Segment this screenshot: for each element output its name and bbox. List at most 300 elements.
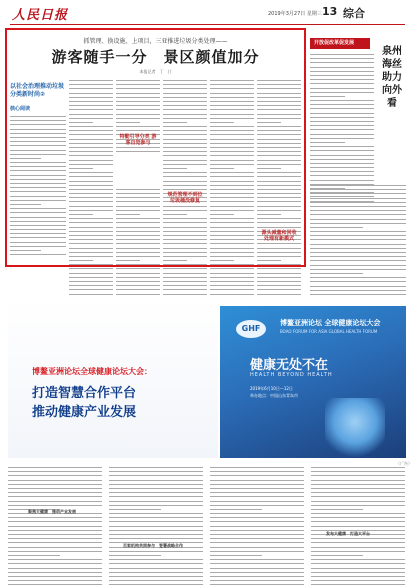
text-line [163, 160, 207, 161]
advert-photo [220, 306, 406, 458]
text-line [210, 555, 262, 556]
text-line [116, 122, 140, 123]
text-line [109, 526, 203, 527]
text-line [163, 268, 207, 269]
text-line [310, 265, 406, 266]
text-line [163, 264, 207, 265]
text-line [10, 133, 66, 134]
text-line [10, 141, 66, 142]
text-line [210, 84, 254, 85]
text-line [310, 79, 374, 80]
text-line [163, 277, 207, 278]
body-column [210, 467, 304, 582]
text-line [8, 467, 102, 468]
text-line [116, 273, 160, 274]
text-line [210, 559, 304, 560]
text-line [8, 580, 102, 581]
forum-name-english: BOAO FORUM FOR ASIA GLOBAL HEALTH FORUM [280, 329, 378, 334]
ghf-logo-icon: GHF [236, 320, 266, 338]
text-line [116, 289, 160, 290]
text-line [257, 101, 301, 102]
text-line [69, 285, 113, 286]
text-line [10, 170, 66, 171]
text-line [310, 256, 406, 257]
text-line [10, 116, 66, 117]
text-line [310, 273, 363, 274]
text-line [116, 206, 160, 207]
text-line [69, 256, 113, 257]
text-line [210, 547, 304, 548]
pull-quote: 规范管理不到位 垃圾桶没修复 [167, 192, 203, 204]
text-line [116, 285, 160, 286]
text-line [69, 151, 113, 152]
text-line [69, 201, 113, 202]
text-line [109, 521, 203, 522]
text-line [163, 126, 207, 127]
text-line [310, 198, 406, 199]
text-line [311, 547, 405, 548]
text-line [116, 256, 160, 257]
text-line [210, 551, 304, 552]
text-line [69, 122, 93, 123]
page-number: 13 [322, 5, 338, 18]
text-line [210, 538, 304, 539]
text-line [116, 222, 160, 223]
text-line [10, 120, 66, 121]
text-line [116, 118, 160, 119]
text-line [310, 100, 374, 101]
text-line [116, 189, 160, 190]
text-line [116, 130, 160, 131]
text-line [109, 467, 203, 468]
text-line [109, 509, 161, 510]
text-line [8, 496, 102, 497]
text-line [69, 281, 113, 282]
text-line [210, 260, 234, 261]
text-line [69, 114, 113, 115]
text-line [310, 290, 406, 291]
text-line [109, 572, 203, 573]
text-line [116, 88, 160, 89]
text-line [210, 126, 254, 127]
text-line [311, 501, 405, 502]
text-line [116, 84, 160, 85]
text-line [163, 252, 207, 253]
text-line [69, 88, 113, 89]
text-line [109, 568, 203, 569]
text-line [8, 475, 102, 476]
text-line [310, 92, 374, 93]
article-sidebar [10, 83, 66, 265]
text-line [69, 260, 93, 261]
article-headline: 游客随手一分 景区颜值加分 [51, 48, 260, 66]
advert-title-line: 打造智慧合作平台 [32, 386, 137, 401]
text-line [163, 122, 187, 123]
text-line [116, 264, 160, 265]
text-line [116, 231, 160, 232]
text-line [257, 88, 301, 89]
advertorial-body [8, 467, 406, 582]
text-line [210, 513, 304, 514]
text-line [311, 538, 405, 539]
text-line [116, 201, 160, 202]
text-line [69, 139, 113, 140]
text-line [163, 84, 207, 85]
text-line [10, 150, 66, 151]
text-line [10, 166, 66, 167]
text-line [257, 134, 301, 135]
text-line [210, 568, 304, 569]
text-line [8, 551, 102, 552]
text-line [163, 248, 207, 249]
right-column-text-lower [310, 185, 406, 302]
text-line [310, 54, 374, 55]
text-line [310, 113, 374, 114]
text-line [10, 129, 66, 130]
text-line [163, 97, 207, 98]
text-line [116, 294, 160, 295]
text-line [10, 204, 41, 205]
text-line [109, 517, 203, 518]
text-line [310, 117, 374, 118]
text-line [257, 248, 301, 249]
text-line [116, 114, 160, 115]
text-line [311, 480, 405, 481]
text-line [257, 151, 301, 152]
text-line [210, 517, 304, 518]
text-line [310, 138, 374, 139]
text-line [310, 223, 406, 224]
text-line [210, 509, 262, 510]
text-line [10, 154, 66, 155]
text-line [8, 563, 102, 564]
text-line [69, 160, 113, 161]
text-line [257, 218, 301, 219]
text-line [310, 146, 374, 147]
text-line [257, 164, 301, 165]
text-line [210, 118, 254, 119]
text-line [69, 101, 113, 102]
text-line [10, 196, 66, 197]
forum-name: 博鳌亚洲论坛 全球健康论坛大会 [280, 319, 381, 327]
text-line [163, 139, 207, 140]
text-line [310, 58, 374, 59]
text-line [109, 488, 203, 489]
article-kicker: 抓管理、换设施、上项目，三亚推进垃圾分类处理—— [83, 38, 228, 45]
text-line [8, 505, 102, 506]
text-line [69, 235, 113, 236]
text-line [109, 530, 203, 531]
text-line [116, 277, 160, 278]
text-line [310, 163, 374, 164]
text-line [116, 214, 140, 215]
text-line [109, 555, 161, 556]
text-line [163, 168, 187, 169]
text-line [116, 248, 160, 249]
text-line [210, 151, 254, 152]
text-line [8, 521, 102, 522]
text-line [257, 277, 301, 278]
text-line [116, 109, 160, 110]
text-line [311, 505, 405, 506]
text-line [210, 122, 234, 123]
text-line [310, 108, 374, 109]
text-line [8, 555, 60, 556]
text-line [10, 254, 66, 255]
text-line [210, 88, 254, 89]
text-line [10, 145, 66, 146]
text-line [210, 484, 304, 485]
text-line [116, 197, 160, 198]
text-line [210, 501, 304, 502]
text-line [8, 517, 102, 518]
section-subhead: 聚焦大健康 推动产业发展 [28, 509, 76, 514]
text-line [257, 268, 301, 269]
text-line [310, 121, 374, 122]
text-line [210, 243, 254, 244]
advert-title-line: 推动健康产业发展 [32, 405, 137, 420]
text-line [69, 277, 113, 278]
text-line [69, 239, 113, 240]
text-line [8, 526, 102, 527]
text-line [8, 492, 102, 493]
text-line [69, 248, 113, 249]
text-line [116, 151, 160, 152]
text-line [310, 75, 374, 76]
text-line [163, 285, 207, 286]
text-line [69, 222, 113, 223]
text-line [163, 231, 207, 232]
text-line [163, 118, 207, 119]
text-line [69, 176, 113, 177]
text-line [210, 101, 254, 102]
text-line [69, 80, 113, 81]
text-line [69, 243, 113, 244]
advert-slogan: 健康无处不在 [250, 358, 329, 373]
text-line [311, 496, 405, 497]
advert-slogan-english: HEALTH BEYOND HEALTH [250, 372, 333, 378]
text-line [310, 83, 374, 84]
text-line [210, 181, 254, 182]
text-line [310, 88, 374, 89]
text-line [10, 217, 66, 218]
text-line [210, 130, 254, 131]
text-line [8, 480, 102, 481]
text-line [210, 160, 254, 161]
text-line [69, 143, 113, 144]
text-line [10, 237, 66, 238]
text-line [69, 294, 113, 295]
text-line [163, 109, 207, 110]
text-line [310, 129, 374, 130]
text-line [210, 172, 254, 173]
text-line [210, 248, 254, 249]
core-reading-label: 核心阅读 [10, 106, 31, 112]
text-line [116, 281, 160, 282]
text-line [310, 159, 374, 160]
text-line [257, 105, 301, 106]
text-line [8, 471, 102, 472]
text-line [10, 212, 66, 213]
text-line [109, 563, 203, 564]
text-line [10, 137, 66, 138]
runner-silhouette-icon [325, 398, 385, 458]
text-line [116, 80, 160, 81]
sidebar-text-block [10, 116, 66, 255]
text-line [311, 568, 405, 569]
text-line [8, 576, 102, 577]
text-line [10, 187, 66, 188]
text-line [310, 134, 374, 135]
text-line [257, 109, 301, 110]
text-line [163, 189, 207, 190]
section-name: 综合 [343, 7, 365, 20]
text-line [310, 142, 345, 143]
text-line [210, 155, 254, 156]
text-line [310, 294, 406, 295]
text-line [257, 139, 301, 140]
text-line [116, 218, 160, 219]
text-line [311, 467, 405, 468]
text-line [69, 185, 113, 186]
text-line [210, 231, 254, 232]
text-line [210, 256, 254, 257]
text-line [116, 260, 140, 261]
body-column [210, 80, 254, 266]
text-line [311, 471, 405, 472]
pull-quote: 源头减量和回收 处理有新模式 [261, 230, 297, 242]
text-line [210, 471, 304, 472]
text-line [69, 197, 113, 198]
text-line [8, 534, 102, 535]
text-line [257, 126, 301, 127]
text-line [210, 239, 254, 240]
text-line [310, 227, 363, 228]
text-line [210, 572, 304, 573]
text-line [109, 576, 203, 577]
text-line [311, 526, 405, 527]
text-line [310, 202, 406, 203]
text-line [109, 475, 203, 476]
text-line [257, 260, 281, 261]
text-line [310, 269, 406, 270]
text-line [257, 130, 301, 131]
text-line [210, 563, 304, 564]
text-line [163, 151, 207, 152]
text-line [310, 150, 374, 151]
text-line [210, 206, 254, 207]
text-line [257, 143, 301, 144]
text-line [257, 214, 281, 215]
text-line [8, 488, 102, 489]
text-line [116, 105, 160, 106]
text-line [311, 542, 405, 543]
text-line [163, 114, 207, 115]
text-line [310, 219, 406, 220]
text-line [109, 580, 203, 581]
text-line [69, 168, 93, 169]
text-line [210, 93, 254, 94]
newspaper-logo: 人民日报 [12, 8, 69, 23]
text-line [310, 155, 374, 156]
text-line [210, 273, 254, 274]
text-line [210, 210, 254, 211]
text-line [116, 268, 160, 269]
text-line [257, 281, 301, 282]
text-line [310, 231, 406, 232]
text-line [210, 143, 254, 144]
article-byline: 本报记者 丁 汀 [139, 69, 172, 74]
text-line [311, 580, 405, 581]
text-line [163, 172, 207, 173]
text-line [163, 134, 207, 135]
text-line [310, 175, 374, 176]
text-line [163, 105, 207, 106]
text-line [69, 109, 113, 110]
text-line [69, 105, 113, 106]
text-line [257, 256, 301, 257]
text-line [109, 471, 203, 472]
text-line [310, 167, 374, 168]
text-line [210, 185, 254, 186]
text-line [116, 235, 160, 236]
advert-text-panel [8, 298, 218, 458]
text-line [163, 256, 207, 257]
text-line [257, 289, 301, 290]
issue-date: 2019年3月27日 星期三 [268, 11, 322, 17]
text-line [163, 206, 207, 207]
text-line [310, 193, 406, 194]
text-line [8, 530, 102, 531]
text-line [210, 496, 304, 497]
text-line [257, 84, 301, 85]
text-line [163, 273, 207, 274]
text-line [163, 222, 207, 223]
text-line [311, 572, 405, 573]
text-line [310, 252, 406, 253]
text-line [210, 467, 304, 468]
text-line [163, 210, 207, 211]
text-line [257, 172, 301, 173]
text-line [210, 114, 254, 115]
masthead-rule [10, 24, 405, 25]
text-line [257, 294, 301, 295]
section-subhead: 发布大健康 打造大平台 [326, 531, 370, 536]
text-line [257, 185, 301, 186]
text-line [210, 80, 254, 81]
text-line [310, 171, 374, 172]
text-line [116, 239, 160, 240]
text-line [257, 273, 301, 274]
text-line [8, 542, 102, 543]
text-line [163, 239, 207, 240]
text-line [10, 233, 66, 234]
text-line [210, 264, 254, 265]
text-line [210, 526, 304, 527]
text-line [210, 294, 254, 295]
column-header: 开放促改革促发展 [310, 38, 370, 49]
text-line [257, 122, 281, 123]
text-line [116, 126, 160, 127]
article-body [69, 80, 301, 266]
text-line [257, 189, 301, 190]
body-column [311, 467, 405, 582]
text-line [163, 218, 207, 219]
text-line [310, 104, 374, 105]
text-line [8, 559, 102, 560]
text-line [311, 513, 405, 514]
body-column [8, 467, 102, 582]
